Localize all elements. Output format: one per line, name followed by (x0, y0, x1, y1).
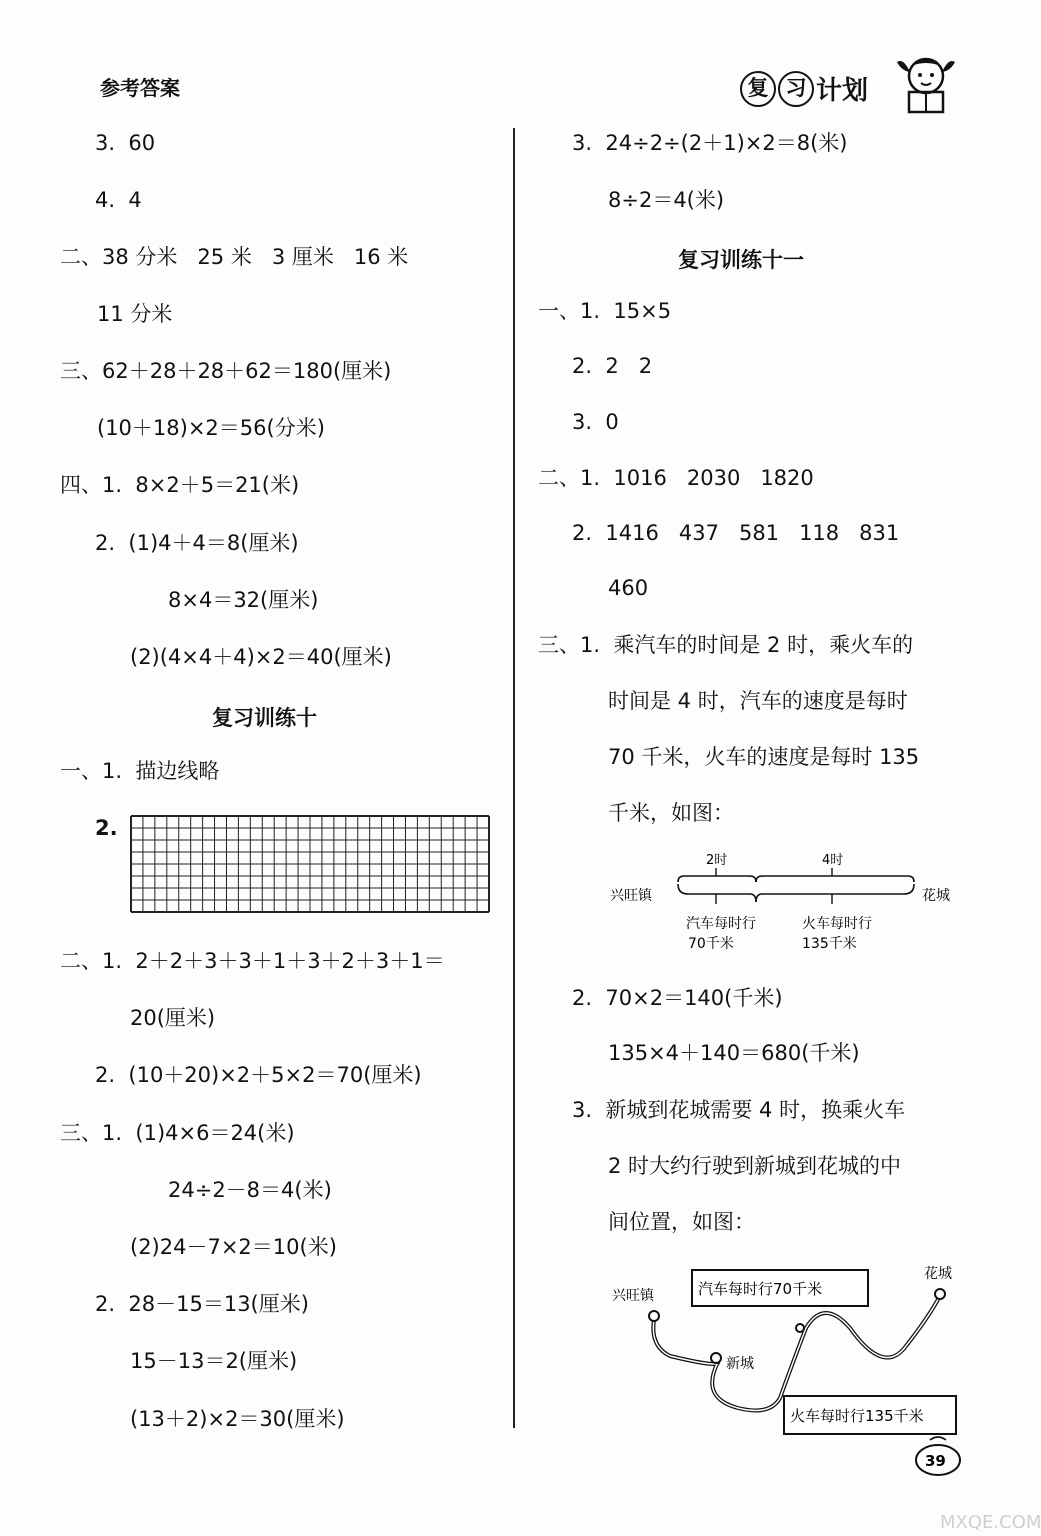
answer-line: 二、38 分米 25 米 3 厘米 16 米 (60, 245, 409, 269)
answer-line: 2. 28－15＝13(厘米) (95, 1292, 309, 1316)
brand-title (740, 70, 868, 107)
answer-line: 24÷2－8＝4(米) (168, 1178, 332, 1202)
answer-line: 三、1. 乘汽车的时间是 2 时，乘火车的 (538, 633, 914, 657)
answer-line: 3. 新城到花城需要 4 时，换乘火车 (572, 1098, 906, 1122)
answer-line: 8×4＝32(厘米) (168, 588, 319, 612)
page-number: 39 (925, 1452, 946, 1470)
answer-line: 15－13＝2(厘米) (130, 1349, 298, 1373)
route-diagram (610, 1258, 970, 1443)
answer-line: 135×4＋140＝680(千米) (608, 1041, 860, 1065)
answer-line: 2. 1416 437 581 118 831 (572, 521, 900, 545)
answer-line: 2. (1)4＋4＝8(厘米) (95, 531, 299, 555)
answer-line: 三、62＋28＋28＋62＝180(厘米) (60, 359, 392, 383)
watermark-text: MXQE.COM (940, 1512, 1041, 1533)
seg2-time: 4时 (822, 853, 844, 868)
answer-line: 3. 60 (95, 131, 156, 155)
answer-line: 二、1. 2＋2＋3＋3＋1＋3＋2＋3＋1＝ (60, 949, 445, 973)
answer-line: 2 时大约行驶到新城到花城的中 (608, 1154, 902, 1178)
brand-char-1: 复 (740, 71, 776, 107)
seg1-time: 2时 (706, 853, 728, 868)
end-label: 花城 (924, 1266, 952, 1282)
answer-line: 三、1. (1)4×6＝24(米) (60, 1121, 295, 1145)
train-label: 火车每时行135千米 (790, 1407, 924, 1425)
answer-line: 千米，如图： (608, 801, 734, 825)
column-divider (513, 128, 515, 1428)
section-heading: 复习训练十一 (678, 248, 804, 272)
start-label: 兴旺镇 (612, 1288, 654, 1304)
answer-line: 二、1. 1016 2030 1820 (538, 466, 814, 490)
seg1-speed-1: 汽车每时行 (686, 916, 756, 932)
answer-line: 一、1. 描边线略 (60, 759, 220, 783)
answer-line: 2. (10＋20)×2＋5×2＝70(厘米) (95, 1063, 422, 1087)
answer-line: 11 分米 (97, 302, 173, 326)
drawing-grid (130, 815, 490, 913)
answer-line: 2. 70×2＝140(千米) (572, 986, 783, 1010)
answer-line: (2)24－7×2＝10(米) (130, 1235, 337, 1259)
answer-line: 一、1. 15×5 (538, 299, 672, 323)
answer-line: 3. 0 (572, 410, 619, 434)
seg1-speed-2: 70千米 (688, 936, 734, 952)
section-heading: 复习训练十 (212, 706, 317, 730)
answer-line: 间位置，如图： (608, 1210, 755, 1234)
start-label: 兴旺镇 (610, 888, 652, 904)
answer-line: 时间是 4 时，汽车的速度是每时 (608, 689, 908, 713)
answer-line: 四、1. 8×2＋5＝21(米) (60, 473, 300, 497)
car-label: 汽车每时行70千米 (698, 1280, 823, 1298)
girl-reading-icon (895, 48, 957, 114)
seg2-speed-2: 135千米 (802, 936, 857, 952)
answer-line: 20(厘米) (130, 1006, 216, 1030)
segment-diagram (610, 842, 970, 960)
page-footer (900, 1430, 1041, 1536)
seg2-speed-1: 火车每时行 (802, 916, 872, 932)
answer-line: (13＋2)×2＝30(厘米) (130, 1407, 345, 1431)
answer-line: (10＋18)×2＝56(分米) (97, 416, 325, 440)
answer-line: 3. 24÷2÷(2＋1)×2＝8(米) (572, 131, 848, 155)
end-label: 花城 (922, 888, 950, 904)
answer-line: 2. 2 2 (572, 354, 653, 378)
brand-text: 计划 (816, 76, 869, 106)
mid-label: 新城 (726, 1356, 754, 1372)
answer-line: 460 (608, 576, 649, 600)
brand-char-2: 习 (778, 71, 814, 107)
answer-line: 8÷2＝4(米) (608, 188, 725, 212)
header-title: 参考答案 (100, 76, 180, 100)
answer-line: 2. (95, 816, 118, 840)
answer-line: 70 千米，火车的速度是每时 135 (608, 745, 920, 769)
answer-line: (2)(4×4＋4)×2＝40(厘米) (130, 645, 392, 669)
answer-line: 4. 4 (95, 188, 142, 212)
